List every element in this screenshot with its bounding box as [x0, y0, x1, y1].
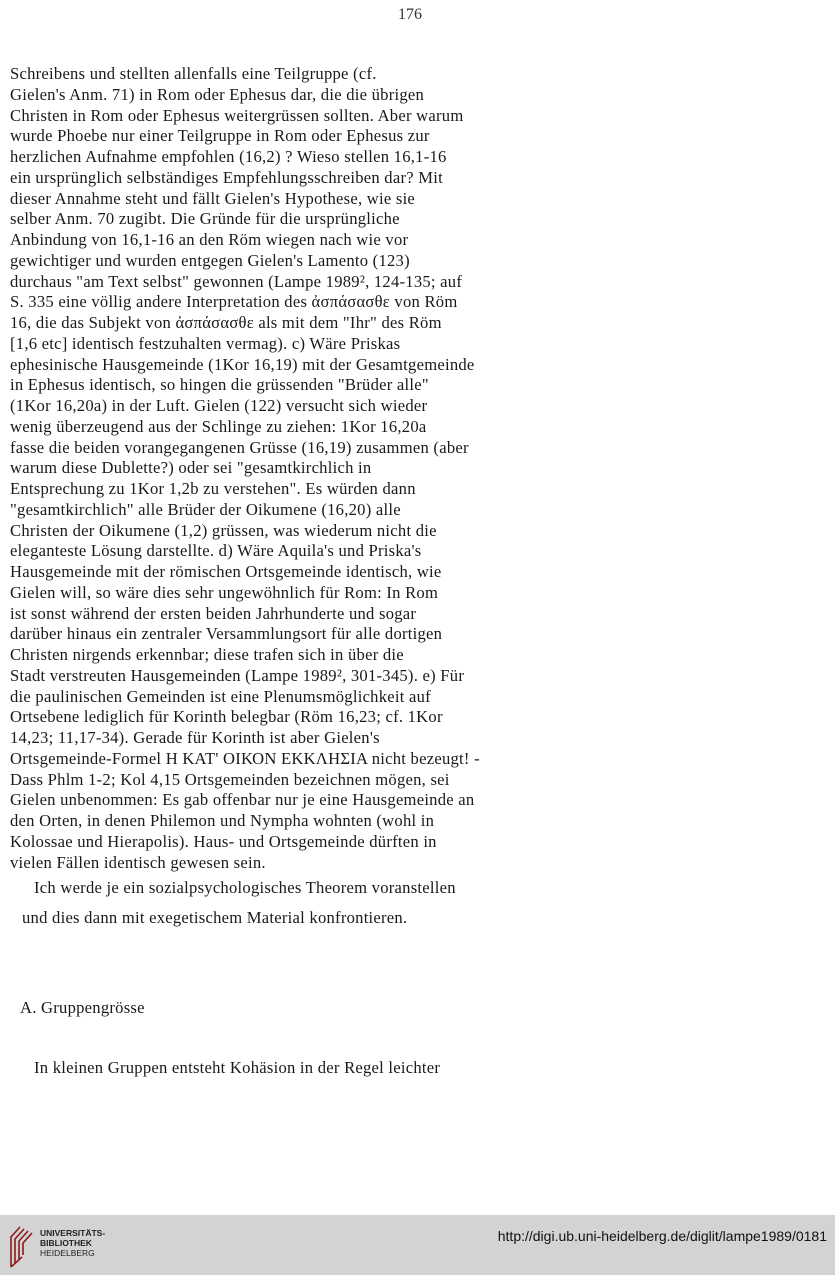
text-line: Schreibens und stellten allenfalls eine Teilgruppe (cf. [10, 64, 377, 83]
text-line: 16, die das Subjekt von ἀσπάσασθε als mit dem "Ihr" des Röm [10, 313, 442, 332]
section-heading: A. Gruppengrösse [20, 998, 145, 1017]
text-line: 14,23; 11,17-34). Gerade für Korinth ist aber Gielen's [10, 728, 380, 747]
text-line: Christen nirgends erkennbar; diese trafen sich in über die [10, 645, 404, 664]
text-line: wenig überzeugend aus der Schlinge zu ziehen: 1Kor 16,20a [10, 416, 427, 436]
text-line: vielen Fällen identisch gewesen sein. [10, 852, 266, 872]
paragraph-line: Ich werde je ein sozialpsychologisches Theorem voranstellen [34, 878, 456, 897]
text-line: fasse die beiden vorangegangenen Grüsse (16,19) zusammen (aber [10, 437, 469, 457]
text-line: Dass Phlm 1-2; Kol 4,15 Ortsgemeinden bezeichnen mögen, sei [10, 769, 450, 789]
main-text [10, 64, 590, 873]
text-line: [1,6 etc] identisch festzuhalten vermag). c) Wäre Priskas [10, 333, 401, 353]
text-line: "gesamtkirchlich" alle Brüder der Oikumene (16,20) alle [10, 499, 401, 519]
library-logo-icon[interactable] [8, 1223, 38, 1269]
source-url-link[interactable]: http://digi.ub.uni-heidelberg.de/diglit/lampe1989/0181 [497, 1228, 827, 1244]
text-line: durchaus "am Text selbst" gewonnen (Lampe 1989², 124-135; auf [10, 271, 463, 291]
text-line: ein ursprünglich selbständiges Empfehlungsschreiben dar? Mit [10, 167, 443, 187]
library-name: UNIVERSITÄTS- BIBLIOTHEK HEIDELBERG [40, 1228, 106, 1258]
text-line: Entsprechung zu 1Kor 1,2b zu verstehen". Es würden dann [10, 479, 416, 498]
text-line: Christen in Rom oder Ephesus weitergrüssen sollten. Aber warum [10, 105, 464, 125]
text-line: dieser Annahme steht und fällt Gielen's Hypothese, wie sie [10, 188, 416, 208]
text-line: (1Kor 16,20a) in der Luft. Gielen (122) versucht sich wieder [10, 396, 428, 415]
text-line: in Ephesus identisch, so hingen die grüssenden "Brüder alle" [10, 375, 429, 395]
text-line: Ortsgemeinde-Formel Η ΚΑΤ' ΟΙΚΟΝ ΕΚΚΛΗΣΙΑ nicht bezeugt! - [10, 748, 480, 768]
text-line: Hausgemeinde mit der römischen Ortsgemeinde identisch, wie [10, 562, 442, 581]
text-line: selber Anm. 70 zugibt. Die Gründe für die ursprüngliche [10, 209, 400, 229]
text-line: die paulinischen Gemeinden ist eine Plenumsmöglichkeit auf [10, 686, 431, 706]
text-line: Stadt verstreuten Hausgemeinden (Lampe 1989², 301-345). e) Für [10, 665, 465, 685]
text-line: Christen der Oikumene (1,2) grüssen, was wiederum nicht die [10, 520, 437, 540]
paragraph-line: und dies dann mit exegetischem Material konfrontieren. [22, 908, 408, 927]
text-line: den Orten, in denen Philemon und Nympha wohnten (wohl in [10, 811, 435, 830]
text-line: herzlichen Aufnahme empfohlen (16,2) ? Wieso stellen 16,1-16 [10, 147, 447, 166]
text-line: gewichtiger und wurden entgegen Gielen's Lamento (123) [10, 250, 410, 270]
footer-bar [0, 1215, 835, 1275]
text-line: wurde Phoebe nur einer Teilgruppe in Rom oder Ephesus zur [10, 126, 430, 146]
text-line: Gielen unbenommen: Es gab offenbar nur je eine Hausgemeinde an [10, 790, 475, 810]
text-line: eleganteste Lösung darstellte. d) Wäre Aquila's und Priska's [10, 541, 422, 561]
paragraph-line: In kleinen Gruppen entsteht Kohäsion in der Regel leichter [34, 1058, 441, 1077]
text-line: Gielen will, so wäre dies sehr ungewöhnlich für Rom: In Rom [10, 582, 439, 602]
text-line: Ortsebene lediglich für Korinth belegbar (Röm 16,23; cf. 1Kor [10, 707, 443, 727]
text-line: darüber hinaus ein zentraler Versammlungsort für alle dortigen [10, 624, 443, 644]
text-line: ist sonst während der ersten beiden Jahrhunderte und sogar [10, 603, 417, 623]
text-line: Anbindung von 16,1-16 an den Röm wiegen nach wie vor [10, 230, 409, 249]
text-line: S. 335 eine völlig andere Interpretation des ἀσπάσασθε von Röm [10, 292, 458, 312]
text-line: ephesinische Hausgemeinde (1Kor 16,19) mit der Gesamtgemeinde [10, 354, 475, 374]
text-line: warum diese Dublette?) oder sei "gesamtkirchlich in [10, 458, 372, 478]
text-line: Kolossae und Hierapolis). Haus- und Ortsgemeinde dürften in [10, 831, 437, 851]
page-number: 176 [398, 6, 422, 23]
text-line: Gielen's Anm. 71) in Rom oder Ephesus dar, die die übrigen [10, 84, 425, 104]
